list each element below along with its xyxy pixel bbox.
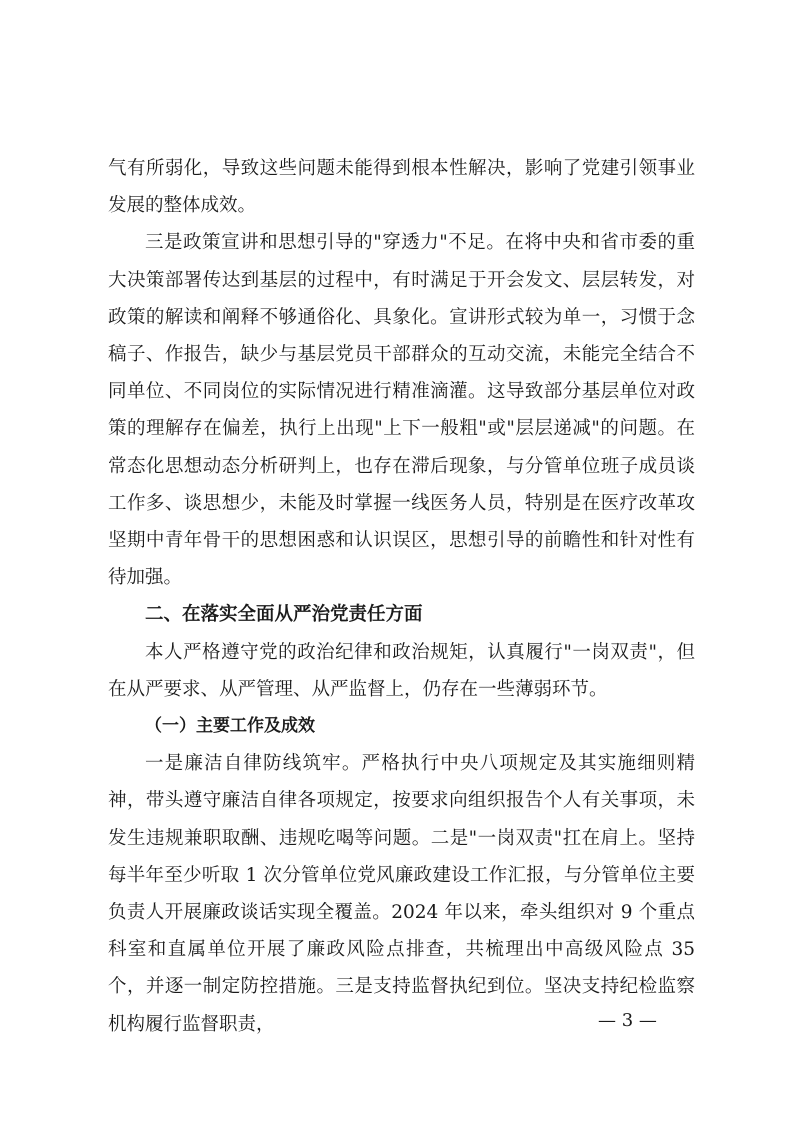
subsection-heading: （一）主要工作及成效	[145, 716, 315, 737]
paragraph-policy-publicity: 三是政策宣讲和思想引导的"穿透力"不足。在将中央和省市委的重大决策部署传达到基层的过程中，有时满足于开会发文、层层转发，对政策的解读和阐释不够通俗化、具象化。宣讲形式较为单一，习惯于念稿子、作报告，缺少与基层党员干部群众的互动交流，未能完全结合不同单位、不同岗位的实际情况进行精准滴灌。这导致部分基层单位对政策的理解存在偏差，执行上出现"上下一般粗"或"层层递减"的问题。在常态化思想动态分析研判上，也存在滞后现象，与分管单位班子成员谈工作多、谈思想少，未能及时掌握一线医务人员，特别是在医疗改革攻坚期中青年骨干的思想困惑和认识误区，思想引导的前瞻性和针对性有待加强。	[108, 232, 695, 589]
page-number: — 3 —	[598, 1010, 657, 1031]
section-heading: 二、在落实全面从严治党责任方面	[145, 604, 423, 626]
paragraph-continuation: 气有所弱化，导致这些问题未能得到根本性解决，影响了党建引领事业发展的整体成效。	[108, 158, 695, 217]
document-body	[108, 150, 695, 1043]
paragraph-main-work: 一是廉洁自律防线筑牢。严格执行中央八项规定及其实施细则精神，带头遵守廉洁自律各项规定，按要求向组织报告个人有关事项，未发生违规兼职取酬、违规吃喝等问题。二是"一岗双责"扛在肩上。坚持每半年至少听取 1 次分管单位党风廉政建设工作汇报，与分管单位主要负责人开展廉政谈话实现全覆盖。2024 年以来，牵头组织对 9 个重点科室和直属单位开展了廉政风险点排查，共梳理出中高级风险点 35 个，并逐一制定防控措施。三是支持监督执纪到位。坚决支持纪检监察机构履行监督职责，	[108, 753, 695, 1035]
paragraph-section-intro: 本人严格遵守党的政治纪律和政治规矩，认真履行"一岗双责"，但在从严要求、从严管理、从严监督上，仍存在一些薄弱环节。	[108, 641, 695, 700]
